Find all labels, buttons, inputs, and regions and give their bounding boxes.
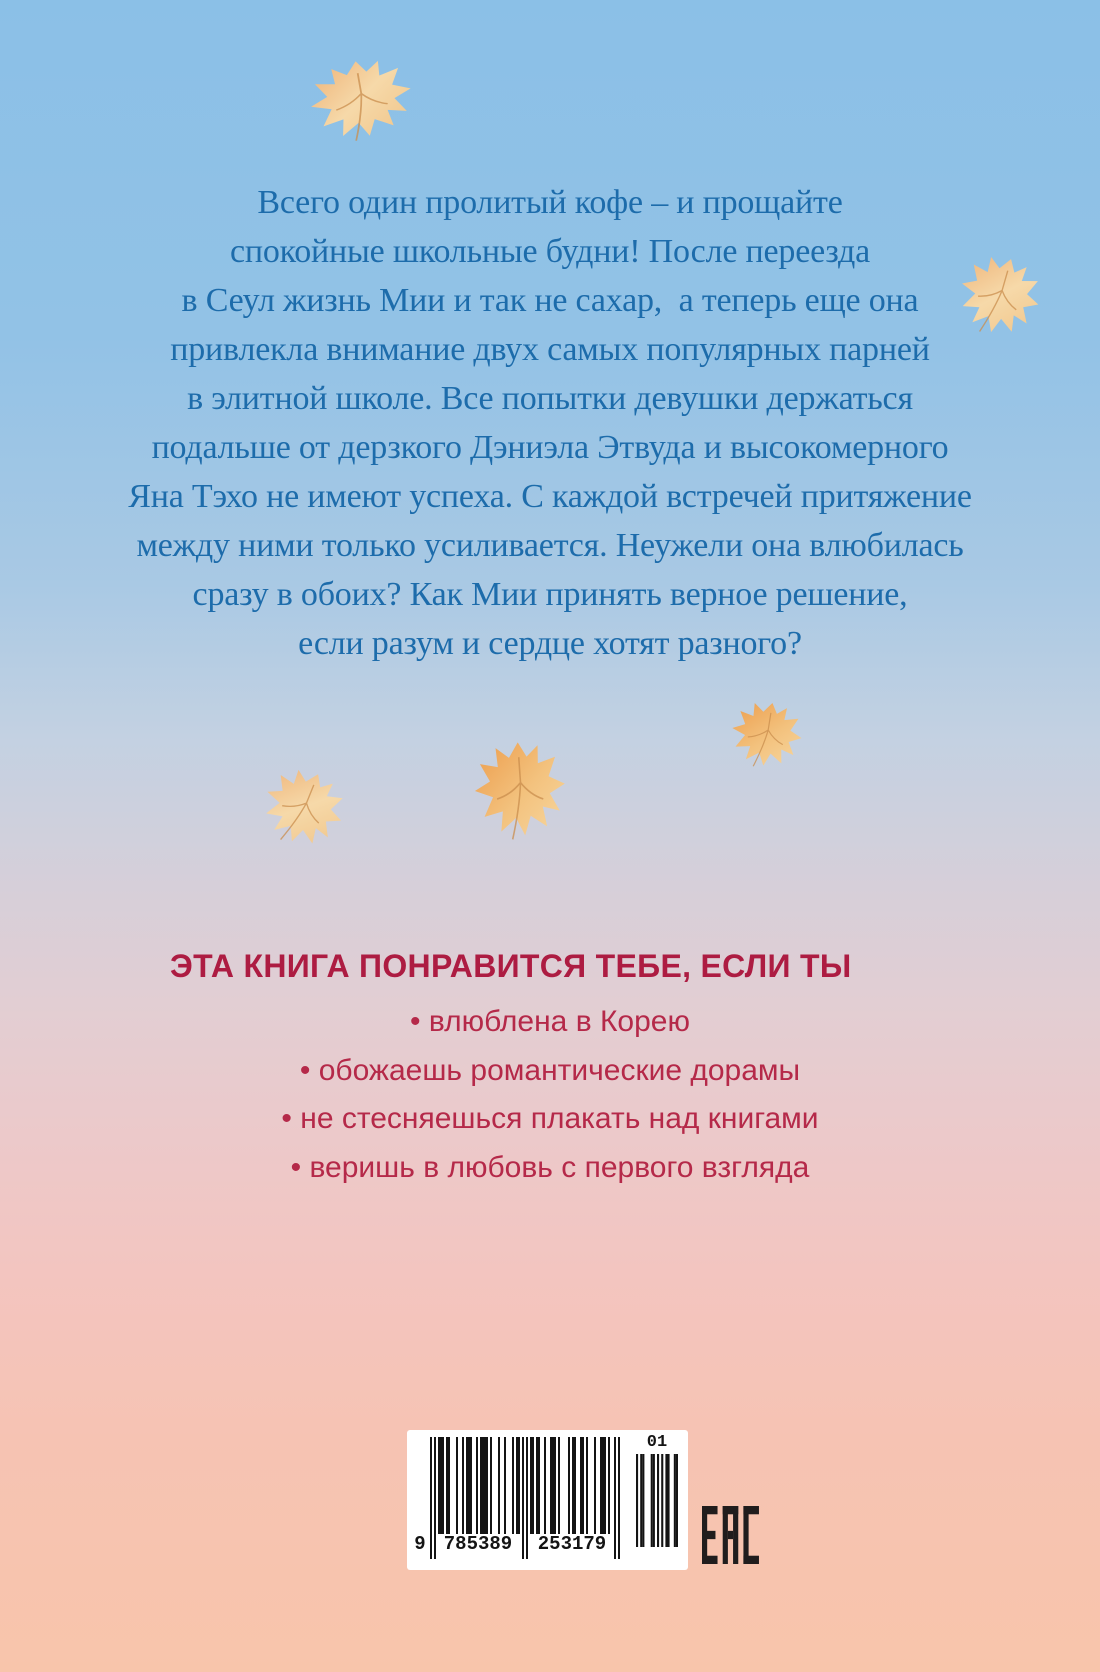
recommendation-item: • влюблена в Корею (409, 1005, 690, 1038)
autumn-leaf-icon (298, 47, 421, 151)
annotation-text (0, 178, 1100, 668)
annotation-line: сразу в обоих? Как Мии принять верное решение, (192, 576, 908, 613)
annotation-line: в Сеул жизнь Мии и так не сахар, а теперь еще она (181, 282, 919, 319)
annotation-line: Всего один пролитый кофе – и прощайте (257, 184, 843, 221)
eac-mark-icon (702, 1506, 760, 1564)
annotation-line: спокойные школьные будни! После переезда (229, 233, 871, 270)
annotation-line: привлекла внимание двух самых популярных парней (170, 331, 930, 368)
barcode-addon-label: 01 (646, 1433, 668, 1452)
annotation-line: Яна Тэхо не имеют успеха. С каждой встречей притяжение (128, 478, 972, 515)
autumn-leaf-icon (466, 733, 571, 846)
annotation-line: если разум и сердце хотят разного? (298, 625, 802, 662)
annotation-line: в элитной школе. Все попытки девушки держаться (187, 380, 913, 417)
recommendation-item: • веришь в любовь с первого взгляда (290, 1150, 810, 1184)
isbn-digit-group: 785389 (443, 1533, 513, 1555)
autumn-leaf-icon (248, 753, 358, 861)
barcode-panel (407, 1430, 688, 1570)
annotation-line: подальше от дерзкого Дэниэла Этвуда и высокомерного (151, 429, 949, 466)
recommendation-list (0, 998, 1100, 1192)
isbn-digit-group: 9 (414, 1533, 426, 1555)
annotation-line: между ними только усиливается. Неужели она влюбилась (136, 527, 964, 564)
ean2-addon-barcode (636, 1454, 678, 1547)
autumn-leaf-icon (723, 692, 809, 775)
recommendation-item: • не стесняешься плакать над книгами (281, 1102, 819, 1135)
recommendation-heading: ЭТА КНИГА ПОНРАВИТСЯ ТЕБЕ, ЕСЛИ ТЫ (170, 948, 852, 984)
recommendation-item: • обожаешь романтические дорамы (299, 1053, 801, 1087)
isbn-digit-group: 253179 (537, 1533, 607, 1555)
